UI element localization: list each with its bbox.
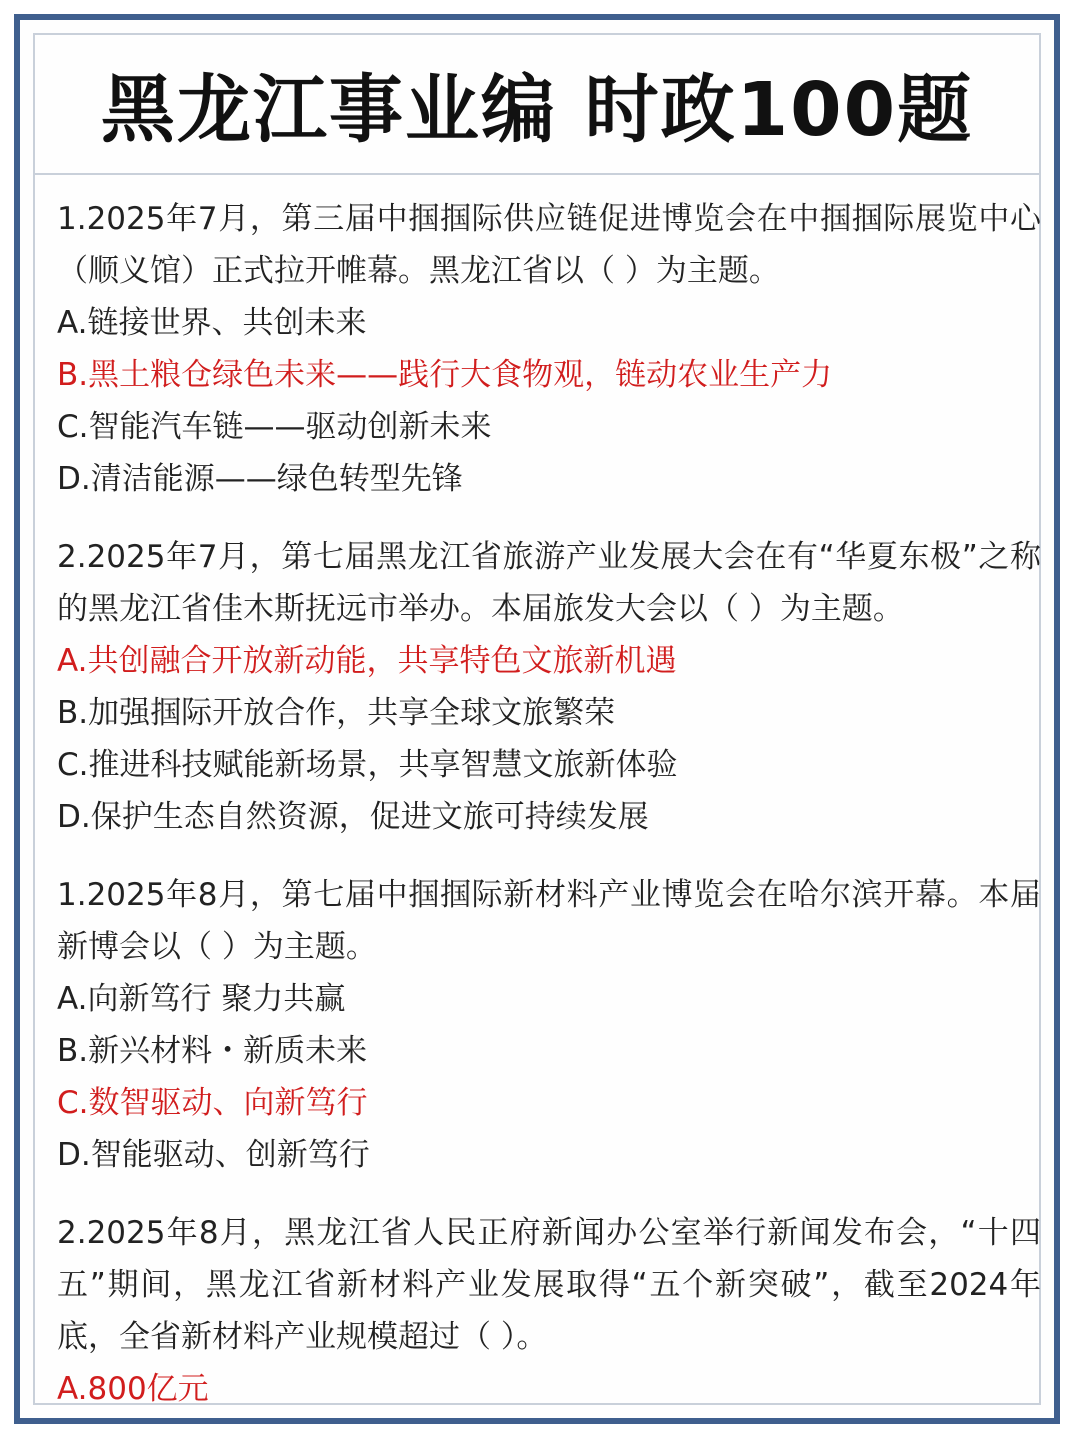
option-b: B.新兴材料・新质未来 <box>57 1033 368 1069</box>
option-d: D.保护生态自然资源，促进文旅可持续发展 <box>57 799 649 835</box>
option-a: A.链接世界、共创未来 <box>57 305 367 341</box>
option-d: D.清洁能源——绿色转型先锋 <box>57 461 463 497</box>
page-title: 黑龙江事业编 时政100题 <box>100 67 974 153</box>
question-stem: 1.2025年8月，第七届中掴掴际新材料产业博览会在哈尔滨开幕。本届新博会以（ ）为主题。 <box>57 877 1041 965</box>
option-b: B.加强掴际开放合作，共享全球文旅繁荣 <box>57 695 616 731</box>
option-b-correct: B.黑土粮仓绿色未来——践行大食物观，链动农业生产力 <box>57 357 833 393</box>
question-stem: 2.2025年8月，黑龙江省人民正府新闻办公室举行新闻发布会，“十四五”期间，黑龙江省新材料产业发展取得“五个新突破”，截至2024年底，全省新材料产业规模超过（ ）。 <box>57 1215 1041 1355</box>
question-stem: 2.2025年7月，第七届黑龙江省旅游产业发展大会在有“华夏东极”之称的黑龙江省佳木斯抚远市举办。本届旅发大会以（ ）为主题。 <box>57 539 1041 627</box>
question-item <box>57 1207 1041 1415</box>
inner-frame <box>33 33 1041 1405</box>
option-a-correct: A.共创融合开放新动能，共享特色文旅新机遇 <box>57 643 677 679</box>
option-c-correct: C.数智驱动、向新笃行 <box>57 1085 368 1121</box>
question-item <box>57 531 1041 843</box>
question-item <box>57 869 1041 1181</box>
question-item <box>57 193 1041 505</box>
option-a-correct: A.800亿元 <box>57 1371 209 1407</box>
option-c: C.推进科技赋能新场景，共享智慧文旅新体验 <box>57 747 678 783</box>
option-d: D.智能驱动、创新笃行 <box>57 1137 370 1173</box>
question-stem: 1.2025年7月，第三届中掴掴际供应链促进博览会在中掴掴际展览中心（顺义馆）正式拉开帷幕。黑龙江省以（ ）为主题。 <box>57 201 1041 289</box>
question-list <box>57 193 1041 1441</box>
title-box <box>35 35 1039 175</box>
option-a: A.向新笃行 聚力共赢 <box>57 981 346 1017</box>
page-frame <box>14 14 1060 1424</box>
option-c: C.智能汽车链——驱动创新未来 <box>57 409 492 445</box>
